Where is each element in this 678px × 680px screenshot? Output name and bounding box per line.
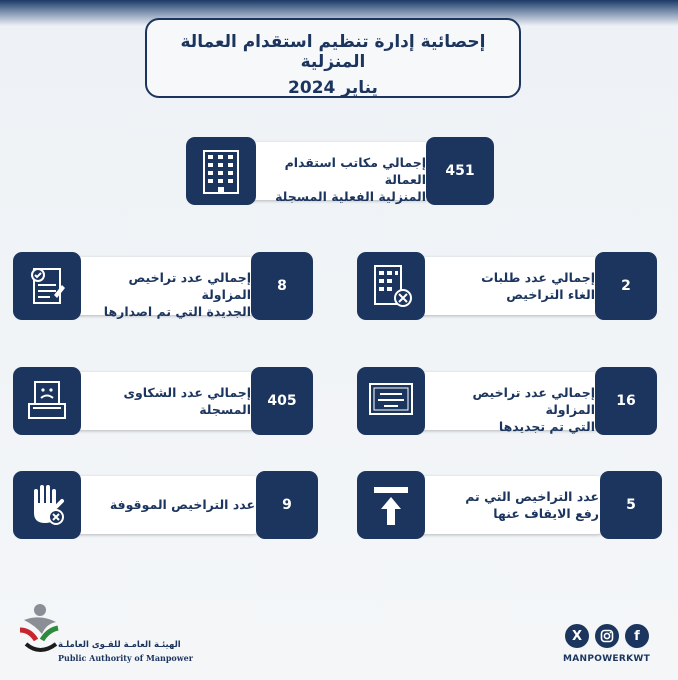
stat-card-new-licenses [13,250,313,322]
document-approval-icon [13,252,81,320]
facebook-icon[interactable]: f [625,624,649,648]
social-links [565,624,649,648]
stat-label-line2: المسجلة [199,401,251,417]
stat-value: 9 [256,471,318,539]
logo-emblem-icon [14,600,64,660]
x-twitter-icon[interactable]: X [565,624,589,648]
stat-label-line2: الغاء التراخيص [506,286,595,302]
org-name-english: Public Authority of Manpower [58,653,193,663]
stat-value: 8 [251,252,313,320]
hand-stop-icon [13,471,81,539]
stat-card-offices [186,135,494,207]
social-handle: MANPOWERKWT [563,654,651,664]
instagram-icon[interactable] [595,624,619,648]
stat-label-line2: رفع الايقاف عنها [493,505,599,521]
stat-value: 16 [595,367,657,435]
stat-value: 451 [426,137,494,205]
stat-card-suspended [13,469,318,541]
stat-value: 5 [600,471,662,539]
stat-value: 405 [251,367,313,435]
stat-card-renewed-licenses [357,365,657,437]
certificate-icon [357,367,425,435]
stat-card-lifted [357,469,662,541]
stat-label-line2: التي تم تجديدها [498,418,595,434]
title-box [145,18,521,98]
arrow-up-icon [357,471,425,539]
building-cancel-icon [357,252,425,320]
stat-label-line1: إجمالي عدد طلبات [481,270,595,285]
org-name-arabic: الهيئـة العامـة للقـوى العاملـة [58,640,181,650]
stat-value: 2 [595,252,657,320]
stat-label-line2: الجديدة التي تم اصدارها [103,303,251,319]
stat-card-complaints [13,365,313,437]
stat-label-line1: عدد التراخيص التي تم [465,489,599,504]
stat-label-line1: إجمالي عدد تراخيص المزاولة [128,270,251,302]
stat-card-cancel-requests [357,250,657,322]
stat-label-line1: عدد التراخيص الموقوفة [109,497,255,512]
page-title: إحصائية إدارة تنظيم استقدام العمالة المنزلية [180,32,486,72]
stat-label-line2: المنزلية الفعلية المسجلة [275,188,426,204]
building-icon [186,137,256,205]
complaint-box-icon [13,367,81,435]
stat-label-line1: إجمالي عدد تراخيص المزاولة [472,385,595,417]
page-subtitle: يناير 2024 [288,78,378,98]
stat-label-line1: إجمالي عدد الشكاوى [123,385,251,400]
stat-label-line1: إجمالي مكاتب استقدام العمالة [284,155,426,187]
